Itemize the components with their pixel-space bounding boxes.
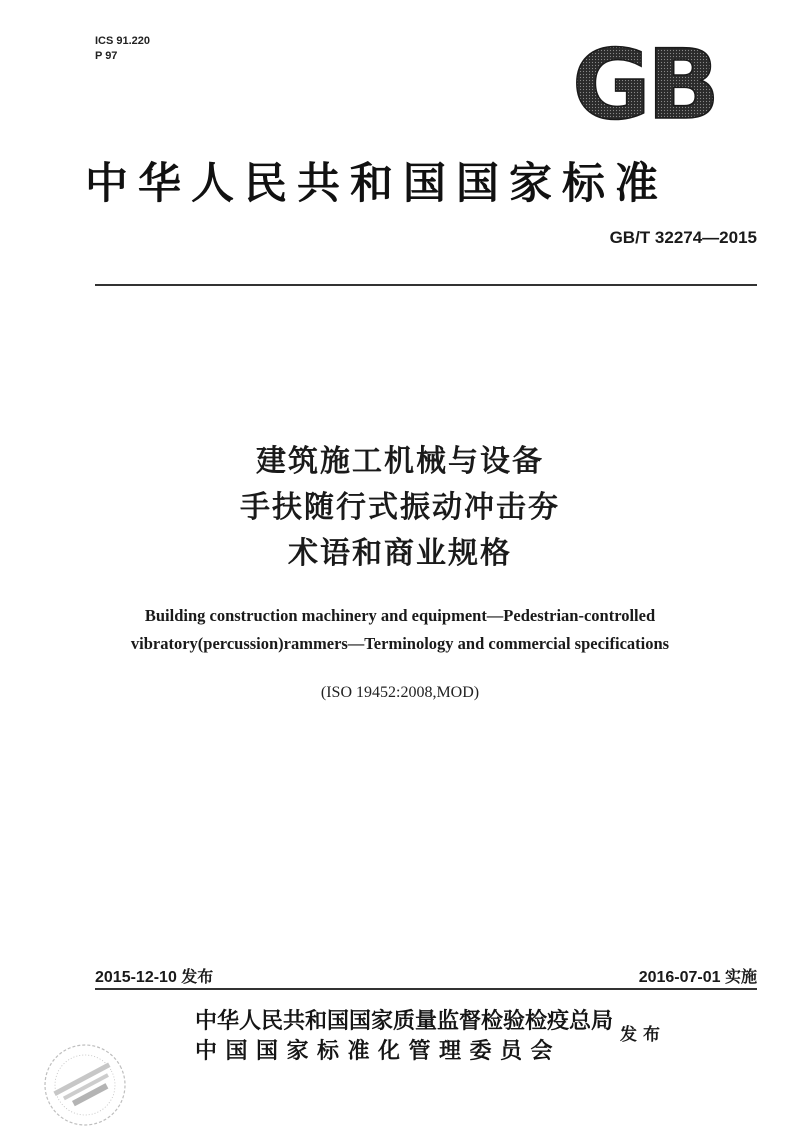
cn-title-line-1: 建筑施工机械与设备 bbox=[256, 444, 544, 479]
national-standard-heading: 中华人民共和国国家标准 bbox=[85, 159, 668, 209]
cn-title-line-2: 手扶随行式振动冲击夯 bbox=[240, 490, 560, 525]
issue-label: 发布 bbox=[181, 967, 214, 986]
dates-row bbox=[95, 964, 757, 988]
cn-title-line-3: 术语和商业规格 bbox=[288, 536, 512, 571]
effective-date: 2016-07-01 bbox=[638, 969, 721, 986]
issuer-sac: 中国国家标准化管理委员会 bbox=[195, 1039, 562, 1064]
en-title-line-1: Building construction machinery and equipment—Pedestrian-controlled bbox=[144, 606, 656, 625]
effective-label: 实施 bbox=[724, 967, 757, 986]
issue-date: 2015-12-10 bbox=[95, 969, 177, 986]
ccs-code: P 97 bbox=[95, 50, 118, 62]
seal-stamp bbox=[40, 1040, 130, 1130]
issue-date-block bbox=[95, 964, 213, 987]
publish-label: 发布 bbox=[620, 1025, 666, 1045]
classification-codes bbox=[95, 34, 150, 64]
bottom-divider bbox=[95, 988, 757, 990]
top-divider bbox=[95, 284, 757, 286]
standard-number: GB/T 32274—2015 bbox=[609, 228, 757, 247]
issuer-aqsiq: 中华人民共和国国家质量监督检验检疫总局 bbox=[195, 1009, 614, 1034]
issuing-authorities bbox=[195, 1007, 613, 1067]
ics-code: ICS 91.220 bbox=[95, 35, 151, 47]
effective-date-block bbox=[639, 964, 757, 987]
gb-logo bbox=[555, 40, 733, 130]
gb-logo-text: GB bbox=[572, 40, 716, 130]
iso-reference: (ISO 19452:2008,MOD) bbox=[320, 684, 480, 701]
en-title-line-2: vibratory(percussion)rammers—Terminology and commercial specifications bbox=[130, 634, 670, 653]
